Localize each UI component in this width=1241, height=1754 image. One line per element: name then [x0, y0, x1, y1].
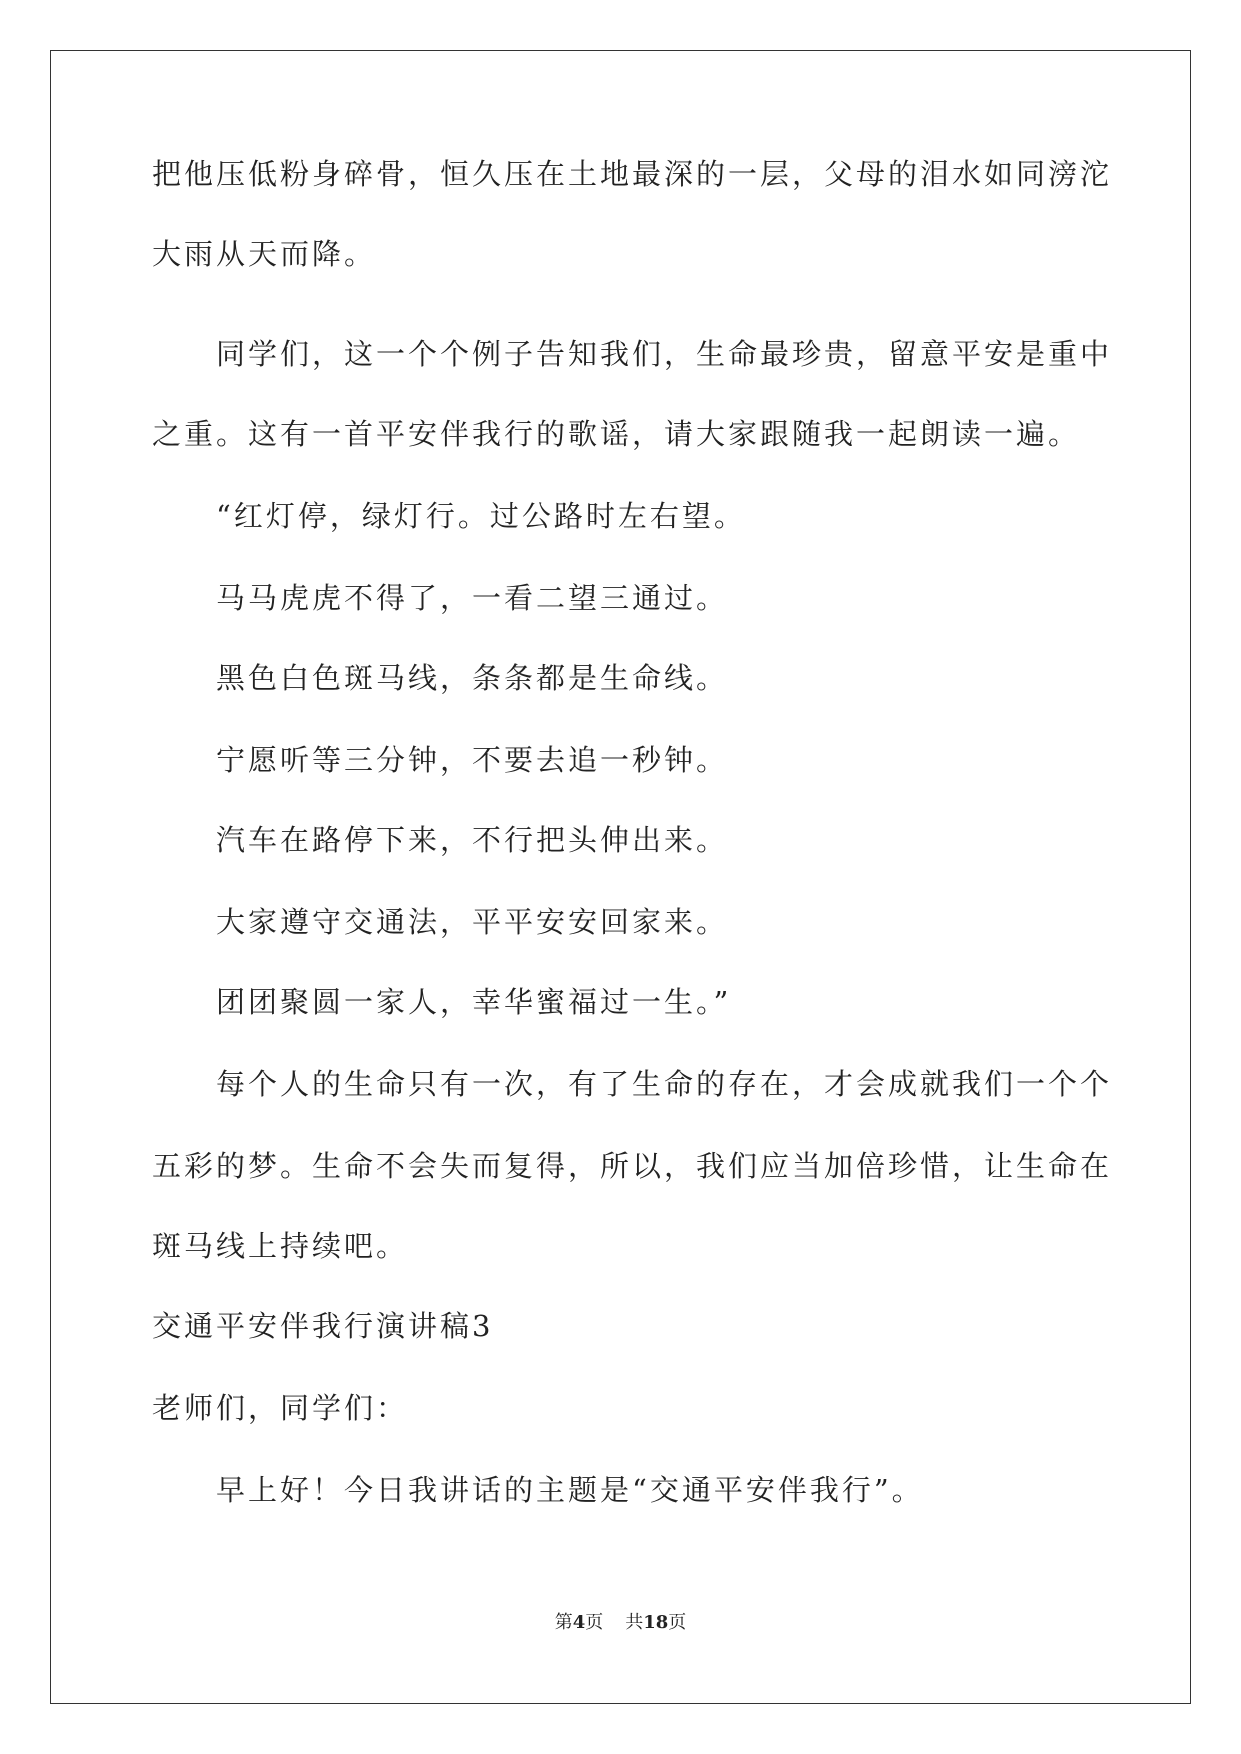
text-line: 大家遵守交通法，平平安安回家来。 [216, 905, 729, 939]
text-line: 马马虎虎不得了，一看二望三通过。 [216, 581, 729, 615]
section-heading: 交通平安伴我行演讲稿3 [152, 1309, 494, 1343]
text-line: 团团聚圆一家人，幸华蜜福过一生。” [216, 985, 732, 1019]
page-frame [50, 50, 1191, 1704]
text-line: “红灯停，绿灯行。过公路时左右望。 [216, 499, 746, 533]
text-line: 大雨从天而降。 [152, 237, 377, 271]
total-unit: 页 [668, 1612, 687, 1633]
text-line: 同学们，这一个个例子告知我们，生命最珍贵，留意平安是重中 [216, 337, 1113, 371]
text-line: 早上好！今日我讲话的主题是“交通平安伴我行”。 [216, 1473, 924, 1507]
text-line: 之重。这有一首平安伴我行的歌谣，请大家跟随我一起朗读一遍。 [152, 417, 1081, 451]
total-prefix: 共 [625, 1612, 644, 1633]
page-unit: 页 [585, 1612, 604, 1633]
text-line: 汽车在路停下来，不行把头伸出来。 [216, 823, 729, 857]
page-prefix: 第 [554, 1612, 573, 1633]
text-line: 斑马线上持续吧。 [152, 1229, 409, 1263]
text-line: 宁愿听等三分钟，不要去追一秒钟。 [216, 743, 729, 777]
page-footer [0, 1608, 1241, 1634]
text-line: 五彩的梦。生命不会失而复得，所以，我们应当加倍珍惜，让生命在 [152, 1149, 1113, 1183]
salutation: 老师们，同学们： [152, 1391, 409, 1425]
total-pages: 18 [643, 1612, 669, 1633]
page-number: 4 [572, 1612, 586, 1633]
text-line: 黑色白色斑马线，条条都是生命线。 [216, 661, 729, 695]
text-line: 每个人的生命只有一次，有了生命的存在，才会成就我们一个个 [216, 1067, 1113, 1101]
text-line: 把他压低粉身碎骨，恒久压在土地最深的一层，父母的泪水如同滂沱 [152, 157, 1113, 191]
